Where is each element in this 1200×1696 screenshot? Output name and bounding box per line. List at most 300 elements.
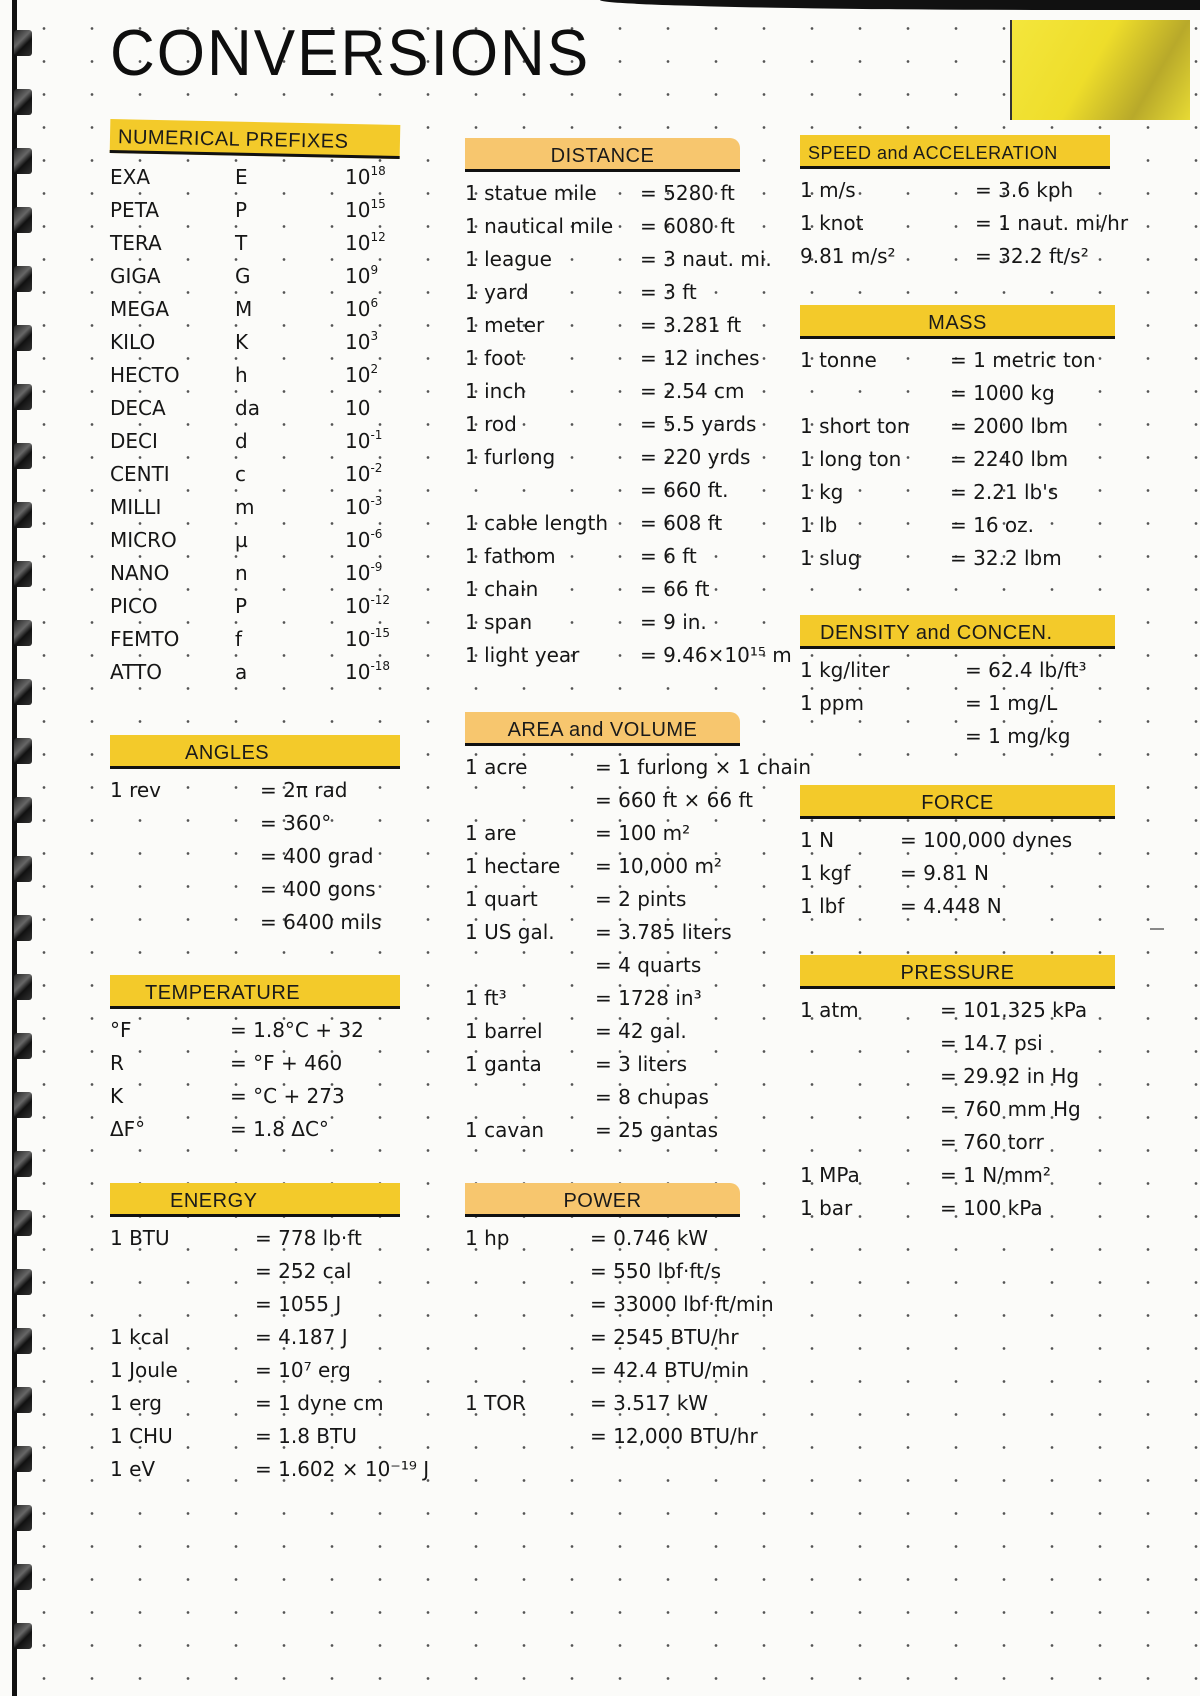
conversion-row: [465, 750, 812, 783]
prefix-symbol: c: [235, 461, 246, 486]
prefix-row: [110, 556, 400, 589]
spiral-ring: [14, 915, 32, 941]
section-header: ANGLES: [110, 735, 400, 769]
unit-label: 1 atm: [800, 997, 859, 1022]
spiral-ring: [14, 1623, 32, 1649]
unit-label: 1 foot: [465, 345, 524, 370]
unit-equivalent: = 3.517 kW: [590, 1390, 709, 1415]
unit-label: 1 hectare: [465, 853, 561, 878]
prefix-value: $10^{-18}$: [345, 659, 391, 684]
conversion-list: [800, 343, 1115, 574]
prefix-value: $10^6$: [345, 296, 379, 321]
prefix-symbol: a: [235, 659, 248, 684]
conversion-row: [465, 374, 745, 407]
prefix-row: [110, 457, 400, 490]
unit-label: 1 fathom: [465, 543, 556, 568]
spiral-ring: [14, 148, 32, 174]
spiral-ring: [14, 1328, 32, 1354]
conversion-row: [465, 1221, 740, 1254]
prefix-name: PICO: [110, 593, 158, 618]
unit-label: 1 erg: [110, 1390, 162, 1415]
unit-equivalent: = 2π rad: [260, 777, 348, 802]
section-energy: [110, 1183, 430, 1485]
unit-equivalent: = 1 mg/L: [965, 690, 1058, 715]
unit-equivalent: = 1 N/mm²: [940, 1162, 1051, 1187]
unit-equivalent: = 6080 ft: [640, 213, 735, 238]
spiral-ring: [14, 1210, 32, 1236]
notebook-edge: [12, 0, 17, 1696]
unit-equivalent: = 6 ft: [640, 543, 697, 568]
section-header: FORCE: [800, 785, 1115, 819]
unit-label: 1 eV: [110, 1456, 156, 1481]
conversion-row: [110, 806, 400, 839]
unit-equivalent: = 1 metric ton: [950, 347, 1096, 372]
pencil-mark: [1150, 928, 1164, 930]
spiral-ring: [14, 1151, 32, 1177]
section-distance: [465, 138, 792, 671]
unit-label: 1 quart: [465, 886, 538, 911]
conversion-row: [465, 1047, 740, 1080]
prefix-name: DECI: [110, 428, 158, 453]
unit-equivalent: = 66 ft: [640, 576, 710, 601]
unit-label: 1 rod: [465, 411, 517, 436]
conversion-row: [465, 948, 740, 981]
prefix-row: [110, 259, 400, 292]
conversion-row: [110, 1221, 400, 1254]
conversion-row: [465, 440, 751, 473]
unit-equivalent: = 1.8°C + 32: [230, 1017, 364, 1042]
section-temperature: [110, 975, 400, 1145]
unit-label: ΔF°: [110, 1116, 146, 1141]
prefix-value: $10^{-2}$: [345, 461, 383, 486]
section-header: TEMPERATURE: [110, 975, 400, 1009]
conversion-row: [110, 1386, 400, 1419]
unit-label: 1 furlong: [465, 444, 556, 469]
prefix-row: [110, 589, 400, 622]
unit-equivalent: = 1000 kg: [950, 380, 1055, 405]
conversion-row: [465, 816, 740, 849]
unit-equivalent: = 2.21 lb's: [950, 479, 1059, 504]
prefix-row: [110, 424, 400, 457]
unit-equivalent: = 3.785 liters: [595, 919, 732, 944]
section-header: SPEED and ACCELERATION: [800, 135, 1110, 169]
unit-equivalent: = 3.281 ft: [640, 312, 742, 337]
conversion-row: [800, 206, 1129, 239]
spiral-ring: [14, 30, 32, 56]
prefix-value: $10^{15}$: [345, 197, 386, 222]
conversion-row: [465, 915, 740, 948]
page-top-shadow: [600, 0, 1200, 10]
spiral-ring: [14, 1092, 32, 1118]
conversion-row: [110, 1046, 400, 1079]
spiral-ring: [14, 738, 32, 764]
conversion-row: [465, 176, 740, 209]
unit-label: 1 hp: [465, 1225, 510, 1250]
conversion-row: [800, 173, 1110, 206]
conversion-row: [465, 1419, 758, 1452]
unit-equivalent: = 400 grad: [260, 843, 374, 868]
unit-equivalent: = 62.4 lb/ft³: [965, 657, 1087, 682]
prefix-name: PETA: [110, 197, 160, 222]
conversion-row: [465, 981, 740, 1014]
unit-equivalent: = 760 mm Hg: [940, 1096, 1081, 1121]
prefix-value: 10: [345, 396, 371, 420]
conversion-row: [110, 1452, 430, 1485]
spiral-ring: [14, 1387, 32, 1413]
unit-equivalent: = 252 cal: [255, 1258, 352, 1283]
conversion-row: [800, 1092, 1115, 1125]
prefix-name: MICRO: [110, 527, 177, 552]
unit-label: 1 ft³: [465, 985, 507, 1010]
section-speed-acceleration: [800, 135, 1129, 272]
unit-label: 1 kgf: [800, 860, 851, 885]
unit-equivalent: = 2545 BTU/hr: [590, 1324, 739, 1349]
unit-equivalent: = 1055 J: [255, 1291, 342, 1316]
section-mass: [800, 305, 1115, 574]
unit-equivalent: = 12,000 BTU/hr: [590, 1423, 758, 1448]
unit-label: 1 acre: [465, 754, 528, 779]
conversion-row: [110, 1353, 400, 1386]
spiral-ring: [14, 384, 32, 410]
spiral-ring: [14, 679, 32, 705]
conversion-row: [465, 783, 753, 816]
unit-label: 1 rev: [110, 777, 162, 802]
spiral-ring: [14, 856, 32, 882]
prefix-name: EXA: [110, 164, 151, 189]
conversion-list: [465, 750, 812, 1146]
prefix-symbol: da: [235, 395, 260, 420]
unit-equivalent: = 660 ft × 66 ft: [595, 787, 753, 812]
unit-label: 1 Joule: [110, 1357, 178, 1382]
unit-label: 1 kg: [800, 479, 844, 504]
unit-equivalent: = 101.325 kPa: [940, 997, 1088, 1022]
section-header: POWER: [465, 1183, 740, 1217]
conversion-row: [800, 719, 1115, 752]
conversion-row: [465, 1113, 740, 1146]
conversion-row: [465, 1386, 740, 1419]
spiral-ring: [14, 1033, 32, 1059]
prefix-row: [110, 325, 400, 358]
unit-label: K: [110, 1083, 124, 1108]
unit-equivalent: = 0.746 kW: [590, 1225, 709, 1250]
unit-equivalent: = 32.2 lbm: [950, 545, 1062, 570]
spiral-ring: [14, 325, 32, 351]
unit-equivalent: = 3 liters: [595, 1051, 688, 1076]
unit-equivalent: = 1 naut. mi/hr: [975, 210, 1129, 235]
prefix-value: $10^{-9}$: [345, 560, 383, 585]
unit-equivalent: = 5.5 yards: [640, 411, 757, 436]
unit-label: 1 cavan: [465, 1117, 545, 1142]
prefix-name: HECTO: [110, 362, 180, 387]
unit-label: 1 light year: [465, 642, 580, 667]
section-pressure: [800, 955, 1115, 1224]
unit-label: 1 bar: [800, 1195, 853, 1220]
conversion-row: [110, 1320, 400, 1353]
unit-equivalent: = 42.4 BTU/min: [590, 1357, 750, 1382]
prefix-row: [110, 160, 400, 193]
unit-equivalent: = 12 inches: [640, 345, 760, 370]
conversion-row: [465, 1353, 750, 1386]
prefix-symbol: M: [235, 296, 253, 321]
spiral-ring: [14, 89, 32, 115]
unit-equivalent: = 1 dyne cm: [255, 1390, 384, 1415]
conversion-row: [465, 1287, 774, 1320]
conversion-row: [465, 209, 740, 242]
unit-label: 1 meter: [465, 312, 545, 337]
prefix-value: $10^{12}$: [345, 230, 386, 255]
prefix-symbol: µ: [235, 527, 248, 552]
conversion-row: [465, 539, 740, 572]
conversion-list: [465, 1221, 774, 1452]
section-header: MASS: [800, 305, 1115, 339]
unit-equivalent: = 9.81 N: [900, 860, 989, 885]
unit-equivalent: = 220 yrds: [640, 444, 751, 469]
prefix-symbol: E: [235, 164, 248, 189]
unit-equivalent: = 3.6 kph: [975, 177, 1074, 202]
conversion-row: [110, 1112, 400, 1145]
conversion-row: [465, 1320, 740, 1353]
conversion-row: [800, 541, 1115, 574]
conversion-row: [465, 308, 740, 341]
conversion-row: [110, 1079, 400, 1112]
unit-equivalent: = °F + 460: [230, 1050, 343, 1075]
unit-equivalent: = 608 ft: [640, 510, 723, 535]
prefix-symbol: P: [235, 197, 248, 222]
spiral-ring: [14, 1564, 32, 1590]
unit-equivalent: = 4 quarts: [595, 952, 702, 977]
prefix-symbol: m: [235, 494, 255, 519]
prefix-name: FEMTO: [110, 626, 180, 651]
unit-equivalent: = 4.187 J: [255, 1324, 348, 1349]
unit-equivalent: = 9.46×10¹⁵ m: [640, 642, 792, 667]
unit-label: 1 barrel: [465, 1018, 543, 1043]
prefix-list: [110, 160, 400, 688]
spiral-ring: [14, 974, 32, 1000]
conversion-row: [465, 242, 772, 275]
unit-equivalent: = 1728 in³: [595, 985, 702, 1010]
spiral-ring: [14, 1446, 32, 1472]
unit-equivalent: = 6400 mils: [260, 909, 382, 934]
conversion-row: [110, 839, 400, 872]
prefix-name: ATTO: [110, 659, 162, 684]
prefix-value: $10^{-1}$: [345, 428, 383, 453]
section-header: NUMERICAL PREFIXES: [110, 119, 401, 159]
unit-equivalent: = 1.8 ΔC°: [230, 1116, 329, 1141]
conversion-row: [800, 475, 1115, 508]
prefix-name: KILO: [110, 329, 156, 354]
unit-equivalent: = 2000 lbm: [950, 413, 1069, 438]
conversion-row: [465, 605, 740, 638]
conversion-list: [800, 823, 1115, 922]
prefix-value: $10^{-6}$: [345, 527, 383, 552]
unit-label: 1 BTU: [110, 1225, 170, 1250]
prefix-row: [110, 622, 400, 655]
conversion-row: [800, 889, 1115, 922]
conversion-row: [800, 856, 1115, 889]
conversion-row: [800, 1125, 1115, 1158]
conversion-row: [800, 823, 1115, 856]
section-header: DISTANCE: [465, 138, 740, 172]
unit-equivalent: = 16 oz.: [950, 512, 1035, 537]
conversion-row: [800, 343, 1115, 376]
prefix-value: $10^3$: [345, 329, 379, 354]
prefix-row: [110, 193, 400, 226]
unit-equivalent: = 33000 lbf·ft/min: [590, 1291, 774, 1316]
conversion-row: [465, 506, 740, 539]
unit-label: 1 knot: [800, 210, 864, 235]
unit-label: 1 statue mile: [465, 180, 597, 205]
unit-label: 1 MPa: [800, 1162, 860, 1187]
prefix-symbol: h: [235, 362, 248, 387]
conversion-row: [465, 1080, 740, 1113]
unit-label: 1 are: [465, 820, 517, 845]
conversion-row: [465, 572, 740, 605]
prefix-name: CENTI: [110, 461, 170, 486]
conversion-row: [800, 239, 1110, 272]
unit-equivalent: = 550 lbf·ft/s: [590, 1258, 721, 1283]
spiral-ring: [14, 620, 32, 646]
unit-equivalent: = 100 kPa: [940, 1195, 1043, 1220]
unit-label: 1 chain: [465, 576, 539, 601]
conversion-list: [110, 773, 400, 938]
unit-equivalent: = 10⁷ erg: [255, 1357, 351, 1382]
sticky-note: [1010, 20, 1190, 120]
conversion-row: [465, 638, 792, 671]
prefix-symbol: n: [235, 560, 248, 585]
prefix-name: TERA: [110, 230, 162, 255]
unit-label: 1 ganta: [465, 1051, 542, 1076]
conversion-row: [800, 1026, 1115, 1059]
prefix-symbol: G: [235, 263, 251, 288]
unit-equivalent: = 1.8 BTU: [255, 1423, 357, 1448]
conversion-row: [800, 1158, 1115, 1191]
unit-equivalent: = 25 gantas: [595, 1117, 719, 1142]
conversion-list: [800, 993, 1115, 1224]
unit-equivalent: = 2 pints: [595, 886, 687, 911]
unit-equivalent: = 360°: [260, 810, 332, 835]
unit-equivalent: = 1 mg/kg: [965, 723, 1071, 748]
conversion-row: [110, 872, 400, 905]
prefix-row: [110, 226, 400, 259]
prefix-value: $10^{-3}$: [345, 494, 383, 519]
conversion-row: [800, 409, 1115, 442]
spiral-ring: [14, 1269, 32, 1295]
spiral-ring: [14, 1505, 32, 1531]
unit-equivalent: = 2240 lbm: [950, 446, 1069, 471]
unit-label: 1 lb: [800, 512, 838, 537]
prefix-row: [110, 292, 400, 325]
conversion-row: [800, 653, 1115, 686]
section-area-volume: [465, 712, 812, 1146]
section-header: DENSITY and CONCEN.: [800, 615, 1115, 649]
prefix-name: GIGA: [110, 263, 161, 288]
unit-equivalent: = 14.7 psi: [940, 1030, 1043, 1055]
prefix-value: $10^9$: [345, 263, 379, 288]
conversion-list: [110, 1221, 430, 1485]
section-header: PRESSURE: [800, 955, 1115, 989]
conversion-row: [110, 1287, 400, 1320]
prefix-symbol: P: [235, 593, 248, 618]
conversion-row: [110, 1254, 400, 1287]
unit-equivalent: = 400 gons: [260, 876, 376, 901]
conversion-row: [465, 1014, 740, 1047]
conversion-row: [800, 376, 1115, 409]
conversion-row: [800, 1191, 1115, 1224]
section-numerical-prefixes: [110, 122, 400, 688]
unit-label: R: [110, 1050, 124, 1075]
unit-equivalent: = 100 m²: [595, 820, 691, 845]
conversion-row: [800, 686, 1115, 719]
prefix-row: [110, 523, 400, 556]
unit-label: 1 kcal: [110, 1324, 170, 1349]
unit-label: 1 US gal.: [465, 919, 555, 944]
conversion-row: [465, 407, 757, 440]
unit-equivalent: = °C + 273: [230, 1083, 345, 1108]
unit-label: 1 m/s: [800, 177, 856, 202]
unit-equivalent: = 32.2 ft/s²: [975, 243, 1089, 268]
unit-label: 1 kg/liter: [800, 657, 890, 682]
unit-label: 1 inch: [465, 378, 526, 403]
conversion-list: [110, 1013, 400, 1145]
unit-equivalent: = 3 naut. mi.: [640, 246, 772, 271]
prefix-row: [110, 391, 400, 424]
prefix-row: [110, 358, 400, 391]
unit-equivalent: = 3 ft: [640, 279, 697, 304]
unit-equivalent: = 100,000 dynes: [900, 827, 1073, 852]
conversion-row: [465, 849, 740, 882]
prefix-value: $10^2$: [345, 362, 379, 387]
unit-label: 1 cable length: [465, 510, 608, 535]
unit-label: 1 nautical mile: [465, 213, 614, 238]
conversion-list: [465, 176, 792, 671]
section-force: [800, 785, 1115, 922]
conversion-row: [800, 442, 1115, 475]
unit-equivalent: = 778 lb·ft: [255, 1225, 362, 1250]
prefix-symbol: T: [235, 230, 248, 255]
section-power: [465, 1183, 774, 1452]
unit-equivalent: = 8 chupas: [595, 1084, 709, 1109]
section-header: AREA and VOLUME: [465, 712, 740, 746]
conversion-row: [465, 882, 740, 915]
unit-label: 1 N: [800, 827, 835, 852]
prefix-row: [110, 490, 400, 523]
page-title: CONVERSIONS: [110, 17, 591, 90]
unit-label: 1 CHU: [110, 1423, 173, 1448]
unit-label: 9.81 m/s²: [800, 243, 896, 268]
unit-equivalent: = 4.448 N: [900, 893, 1002, 918]
spiral-ring: [14, 266, 32, 292]
conversion-row: [110, 1419, 400, 1452]
conversion-row: [465, 341, 760, 374]
prefix-value: $10^{-12}$: [345, 593, 391, 618]
unit-label: 1 TOR: [465, 1390, 526, 1415]
conversion-row: [465, 1254, 740, 1287]
unit-label: 1 tonne: [800, 347, 877, 372]
unit-label: 1 slug: [800, 545, 861, 570]
conversion-row: [110, 773, 400, 806]
conversion-row: [800, 508, 1115, 541]
unit-label: 1 span: [465, 609, 533, 634]
prefix-row: [110, 655, 400, 688]
unit-label: 1 long ton: [800, 446, 902, 471]
prefix-symbol: f: [235, 626, 243, 651]
conversion-row: [110, 1013, 400, 1046]
prefix-name: MILLI: [110, 494, 162, 519]
prefix-symbol: d: [235, 428, 248, 453]
section-header: ENERGY: [110, 1183, 400, 1217]
unit-label: °F: [110, 1017, 132, 1042]
conversion-row: [465, 473, 740, 506]
